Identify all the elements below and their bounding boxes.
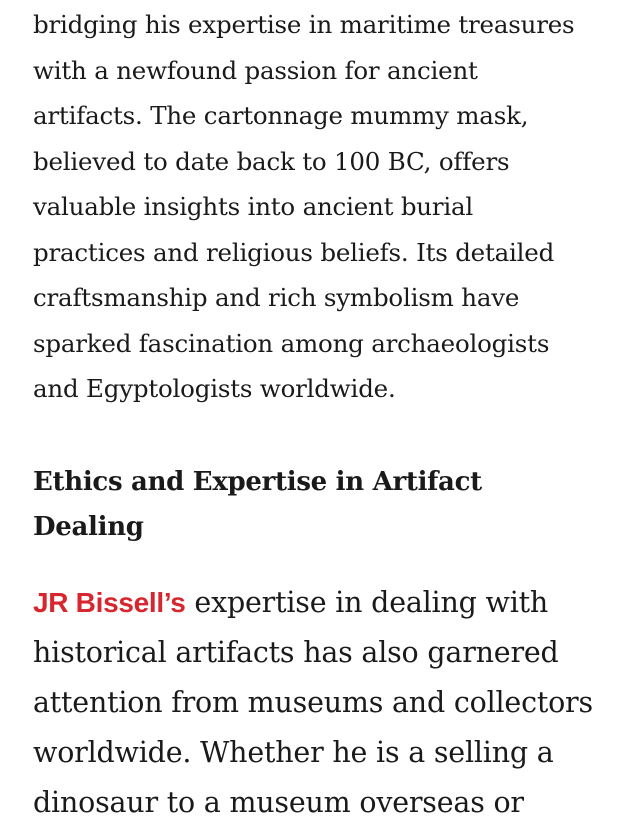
paragraph-line [33, 578, 633, 628]
paragraph-line: worldwide. Whether he is a selling a [33, 736, 554, 769]
paragraph-line: with a newfound passion for ancient [33, 55, 478, 85]
paragraph-line: believed to date back to 100 BC, offers [33, 146, 510, 176]
paragraph-line: artifacts. The cartonnage mummy mask, [33, 101, 529, 130]
article-paragraph [33, 2, 623, 412]
heading-line: Dealing [33, 512, 144, 542]
section-heading [33, 460, 623, 550]
paragraph-line: craftsmanship and rich symbolism have [33, 283, 520, 312]
paragraph-line-text: expertise in dealing with [185, 586, 549, 619]
jr-bissell-link[interactable]: JR Bissell’s [33, 587, 186, 618]
paragraph-line: sparked fascination among archaeologists [33, 328, 550, 358]
paragraph-line: valuable insights into ancient burial [33, 192, 474, 221]
paragraph-line: historical artifacts has also garnered [33, 636, 559, 669]
paragraph-line: bridging his expertise in maritime treasures [33, 10, 575, 39]
heading-line: Ethics and Expertise in Artifact [33, 467, 482, 497]
article-paragraph [33, 578, 633, 828]
paragraph-line: attention from museums and collectors [33, 686, 593, 719]
paragraph-line: and Egyptologists worldwide. [33, 374, 396, 403]
paragraph-line: practices and religious beliefs. Its detailed [33, 237, 555, 267]
paragraph-line: dinosaur to a museum overseas or [33, 786, 524, 819]
